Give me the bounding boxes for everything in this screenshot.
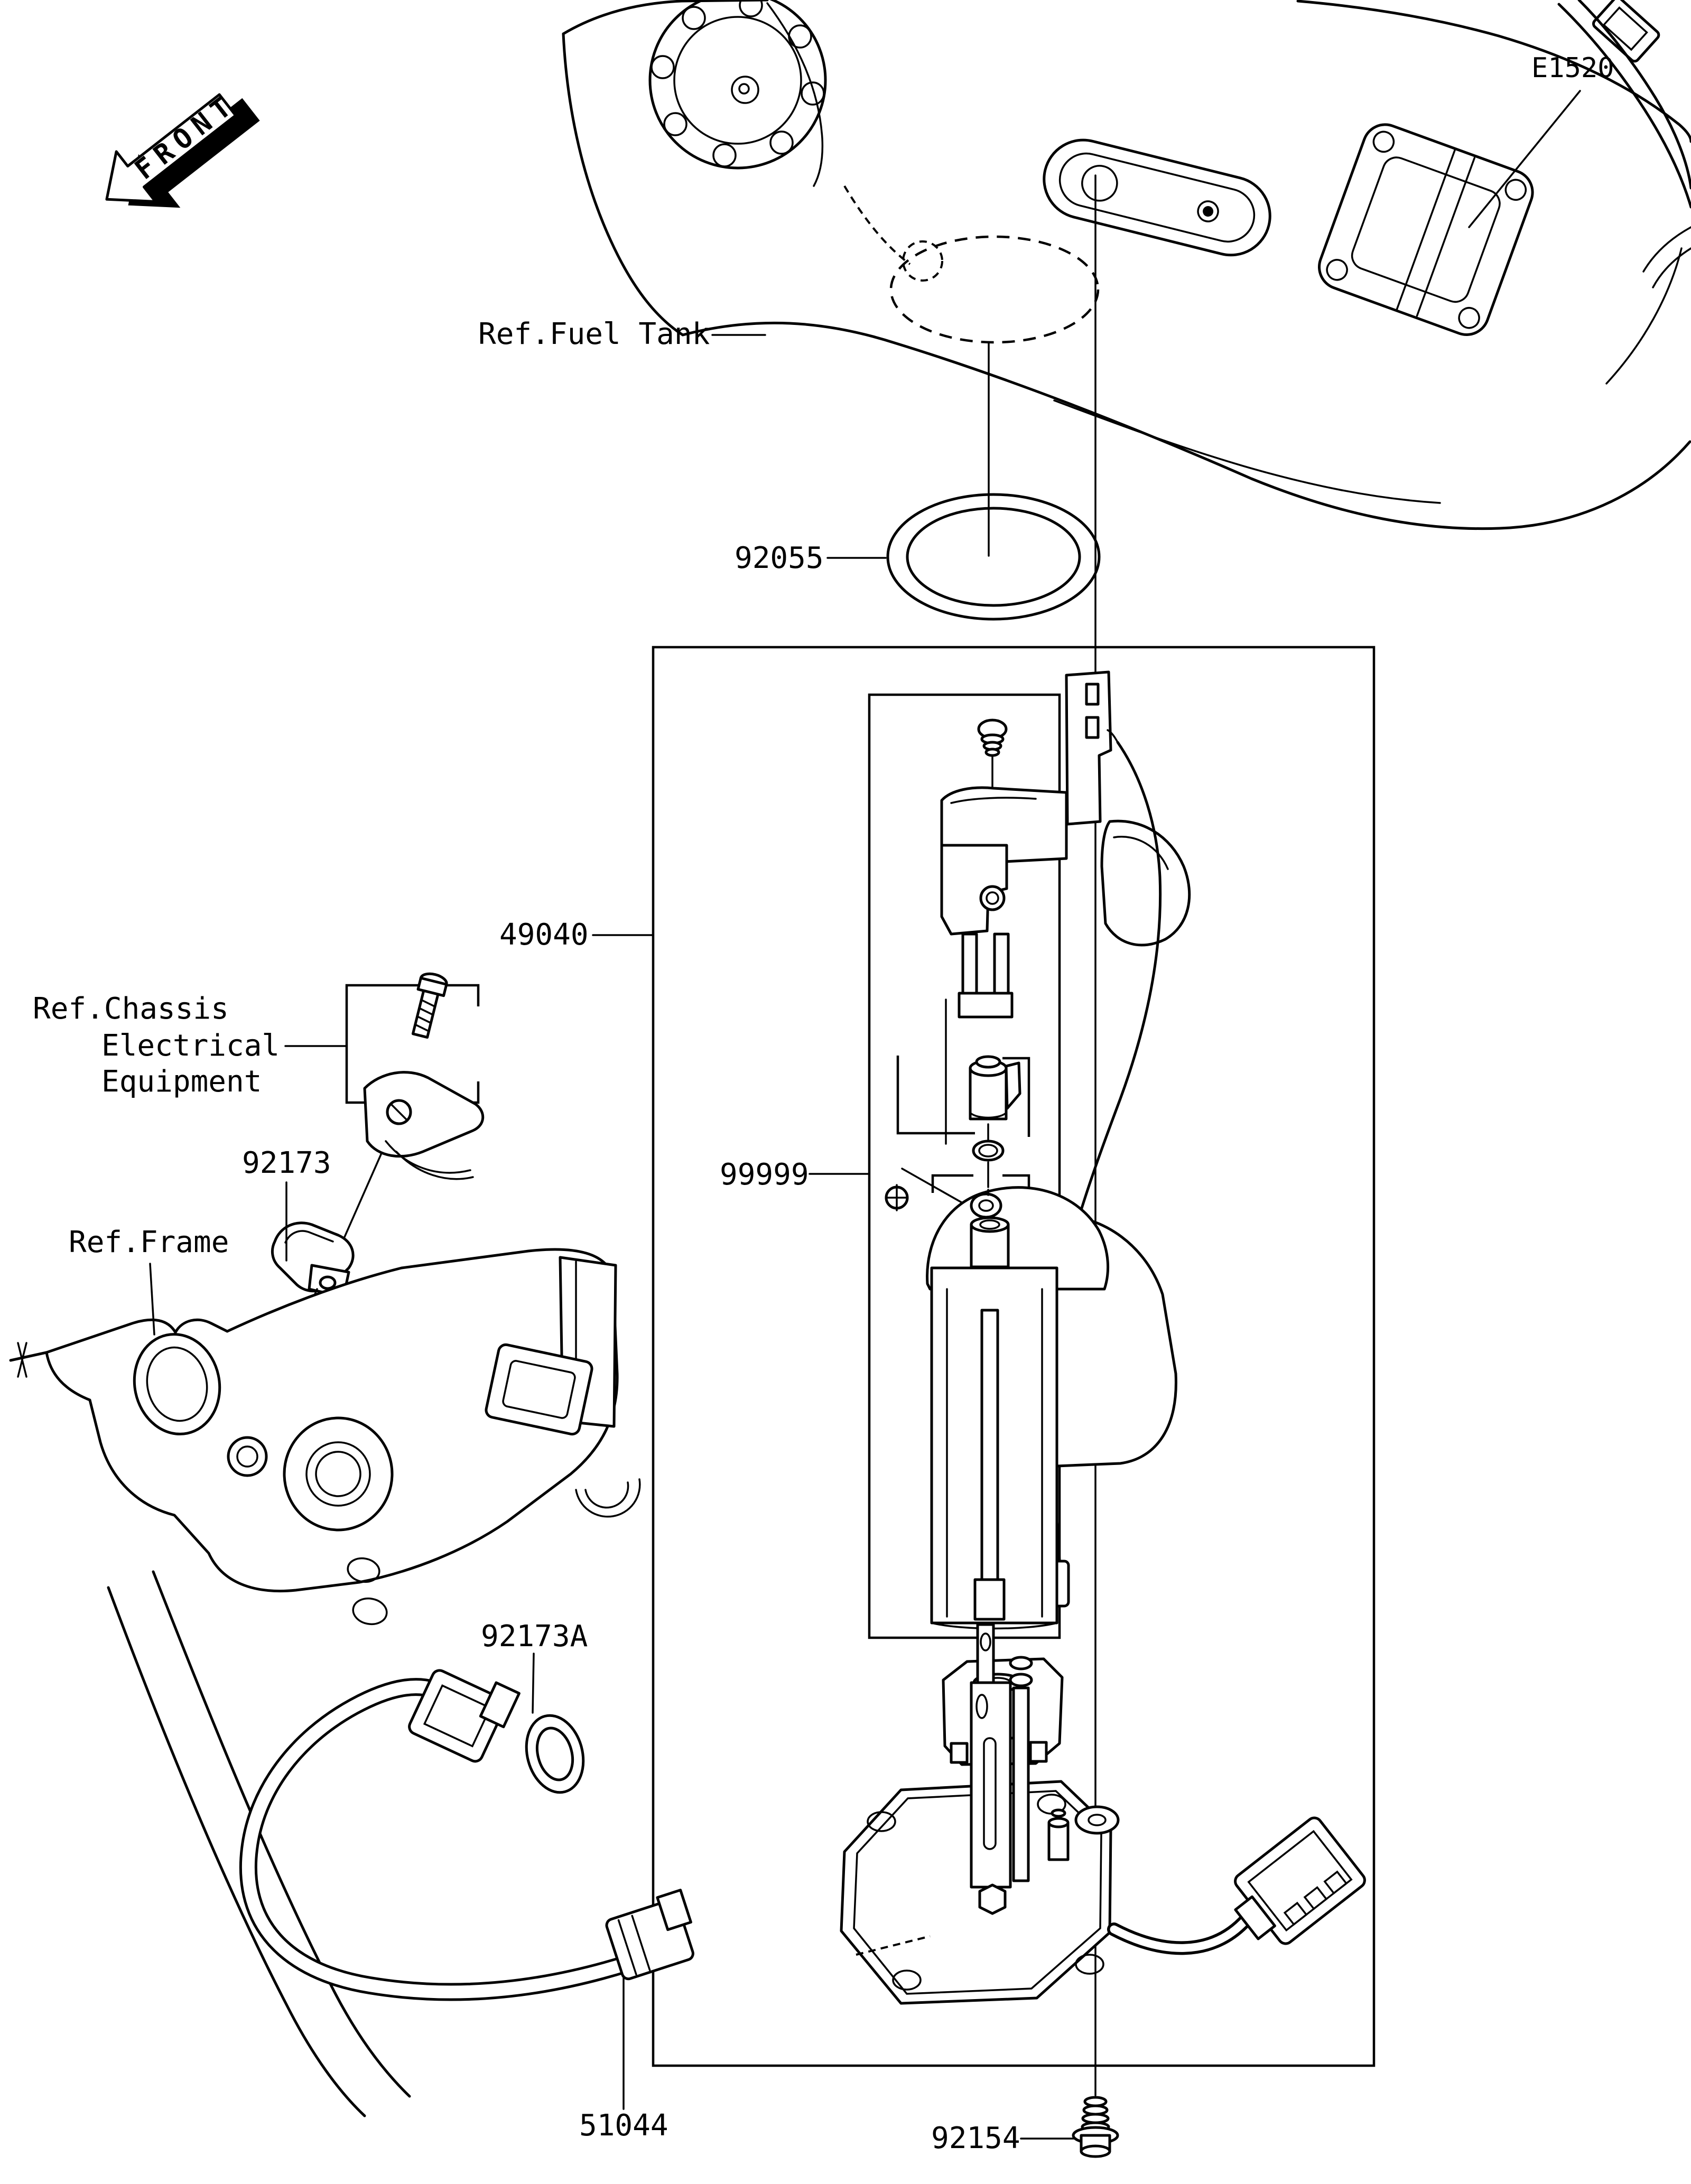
chassis-bracket-group	[328, 972, 483, 1275]
part-label-92173[interactable]: 92173	[242, 1146, 331, 1180]
mounting-bolt-92154	[1073, 2097, 1118, 2157]
ref-chassis-label-line3: Equipment	[101, 1065, 262, 1099]
front-arrow-label: FRONT	[129, 87, 243, 186]
pump-motor-body	[1102, 821, 1190, 945]
electrical-connector	[1114, 1815, 1368, 1956]
part-label-92154[interactable]: 92154	[931, 2121, 1020, 2155]
tank-mount-bracket	[1313, 91, 1580, 341]
chassis-clamp	[365, 1072, 483, 1179]
ref-chassis-label-line1: Ref.Chassis	[33, 992, 229, 1026]
fuel-hose-51044	[248, 1657, 702, 1992]
tank-wiring-harness	[1559, 0, 1691, 287]
hose-top-fitting	[407, 1657, 519, 1767]
hose-clamp-ring-92173a	[518, 1709, 592, 1799]
part-label-99999[interactable]: 99999	[720, 1158, 809, 1192]
seal-washer	[1076, 1807, 1118, 1833]
fuel-pump-body	[927, 1188, 1176, 1629]
tank-flange-bolt-circle	[650, 0, 825, 168]
ref-chassis-label-line2: Electrical	[101, 1029, 280, 1063]
part-label-51044[interactable]: 51044	[579, 2108, 668, 2143]
fuel-tube	[1010, 1657, 1032, 1881]
pressure-regulator	[970, 1057, 1020, 1140]
page-code-label: E1520	[1531, 52, 1614, 84]
ref-frame-label: Ref.Frame	[69, 1225, 229, 1259]
chassis-screw	[407, 972, 448, 1039]
small-o-ring	[973, 1141, 1003, 1187]
part-label-49040[interactable]: 49040	[499, 918, 589, 952]
base-plate-assembly	[841, 1625, 1368, 2003]
front-arrow-icon	[87, 71, 270, 238]
ref-fuel-tank-label: Ref.Fuel Tank	[478, 317, 710, 351]
part-label-92055[interactable]: 92055	[735, 541, 824, 575]
tank-gauge-oval	[1036, 132, 1278, 263]
pump-bracket	[942, 672, 1111, 1144]
o-ring-92055	[888, 494, 1099, 619]
fuel-tank-outline	[563, 0, 1691, 529]
part-label-92173a[interactable]: 92173A	[481, 1619, 588, 1654]
